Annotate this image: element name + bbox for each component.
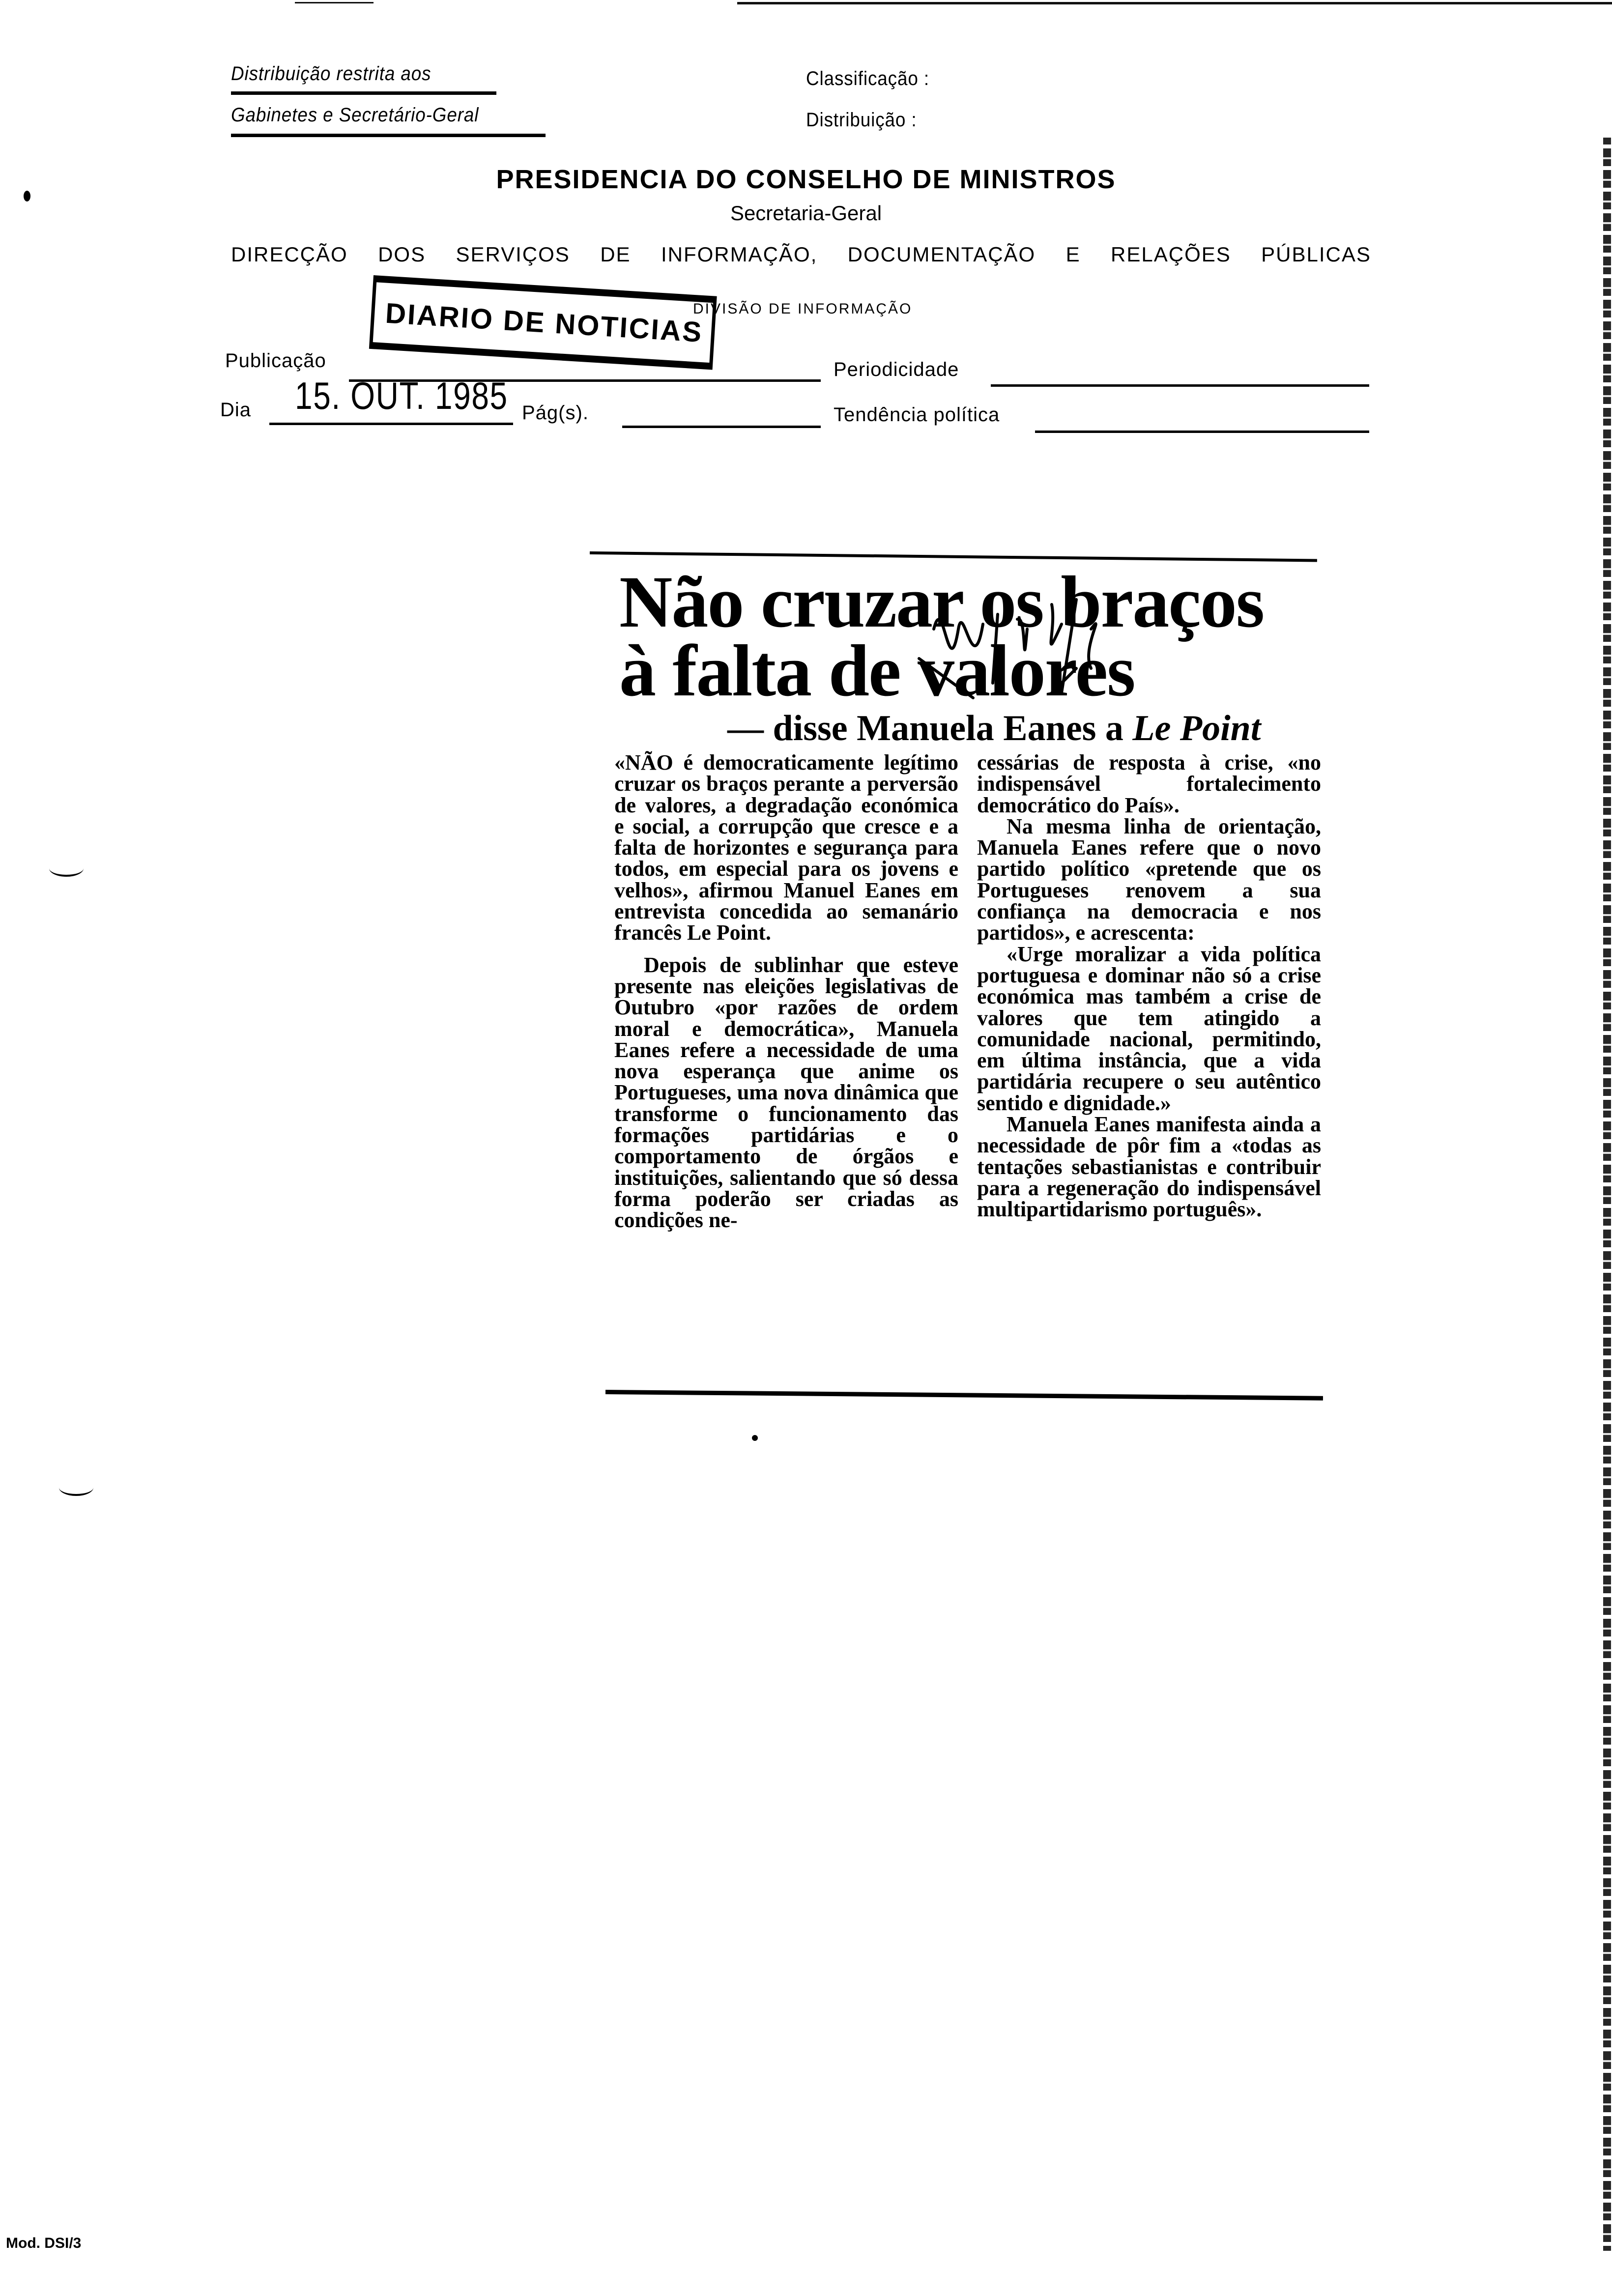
article-paragraph: Na mesma linha de orientação, Manuela Eanes refere que o novo partido político «pretende que os Portugueses renovem a sua confiança na democracia e nos partidos», e acrescenta:: [977, 814, 1321, 945]
article-paragraph: Depois de sublinhar que esteve presente nas eleições legislativas de Outubro «por razões de ordem moral e democrática», Manuela Eanes refere a necessidade de uma nova esperança que anime os Portugueses, uma nova dinâmica que transforme o funcionamento das formações partidárias e o comportamento de órgãos e instituições, salientando que só dessa forma poderão ser criadas as condições ne-: [614, 952, 958, 1233]
directorate-word: E: [1065, 243, 1081, 266]
directorate-word: DE: [600, 243, 631, 266]
pags-field-line: [622, 426, 821, 428]
underline: [231, 134, 546, 137]
article-left-column: [614, 752, 958, 1231]
directorate-line: [231, 243, 1371, 266]
publicacao-label: Publicação: [225, 350, 326, 372]
directorate-word: SERVIÇOS: [456, 243, 570, 266]
tendencia-field-line: [1035, 430, 1369, 433]
directorate-word: DIRECÇÃO: [231, 243, 348, 266]
dia-field-line: [269, 423, 513, 425]
division-label: DIVISÃO DE INFORMAÇÃO: [693, 301, 913, 317]
article-subheadline: [727, 708, 1261, 749]
form-code: Mod. DSI/3: [6, 2235, 82, 2251]
underline: [231, 91, 496, 95]
scan-top-rule-short: [295, 2, 374, 3]
dia-value: 15. OUT. 1985: [295, 374, 508, 417]
directorate-word: DOS: [378, 243, 426, 266]
punch-hole-mark: [49, 860, 84, 877]
scan-edge: [1603, 138, 1611, 2251]
subhead-text: — disse Manuela Eanes a: [727, 708, 1133, 748]
organization-title: PRESIDENCIA DO CONSELHO DE MINISTROS: [496, 165, 1116, 194]
article-paragraph: cessárias de resposta à crise, «no indispensável fortalecimento democrático do País».: [977, 750, 1321, 817]
directorate-word: PÚBLICAS: [1261, 243, 1371, 266]
newspaper-stamp: [369, 275, 717, 370]
periodicidade-label: Periodicidade: [834, 359, 959, 380]
scan-top-rule: [737, 2, 1612, 4]
subhead-publication: Le Point: [1132, 708, 1261, 748]
dia-label: Dia: [220, 399, 252, 421]
article-headline-line1: Não cruzar os braços: [619, 561, 1264, 643]
distribuicao-label: Distribuição :: [806, 109, 917, 131]
directorate-word: DOCUMENTAÇÃO: [847, 243, 1036, 266]
article-right-column: [977, 752, 1321, 1220]
handwritten-annotation-icon: [914, 570, 1258, 703]
pags-label: Pág(s).: [522, 402, 589, 424]
stamp-text: DIARIO DE NOTICIAS: [384, 297, 704, 348]
organization-subtitle: Secretaria-Geral: [730, 201, 882, 225]
distribution-note-line1: Distribuição restrita aos: [231, 63, 432, 85]
scan-speck: [752, 1435, 758, 1441]
tendencia-label: Tendência política: [834, 404, 1000, 426]
classificacao-label: Classificação :: [806, 68, 930, 89]
directorate-word: INFORMAÇÃO,: [661, 243, 818, 266]
article-paragraph: «Urge moralizar a vida política portuguesa e dominar não só a crise económica mas também a crise de valores que tem atingido a comunidade nacional, permitindo, em última instância, que a vida partidária recupere o seu autêntico sentido e dignidade.»: [977, 942, 1321, 1115]
distribution-note-line2: Gabinetes e Secretário-Geral: [231, 104, 479, 126]
article-headline-line2: à falta de valores: [619, 630, 1135, 712]
article-paragraph: «NÃO é democraticamente legítimo cruzar os braços perante a perversão de valores, a degradação económica e social, a corrupção que cresce e a falta de horizontes e segurança para todos, em especial para os jovens e velhos», afirmou Manuel Eanes em entrevista concedida ao semanário francês Le Point.: [614, 750, 958, 945]
directorate-word: RELAÇÕES: [1111, 243, 1231, 266]
punch-hole-mark: [59, 1479, 93, 1496]
article-paragraph: Manuela Eanes manifesta ainda a necessidade de pôr fim a «todas as tentações sebastianistas e contribuir para a regeneração do indispensável multipartidarismo português».: [977, 1112, 1321, 1222]
article-bottom-rule: [605, 1390, 1323, 1401]
article-top-rule: [590, 551, 1317, 562]
periodicidade-field-line: [991, 384, 1369, 387]
